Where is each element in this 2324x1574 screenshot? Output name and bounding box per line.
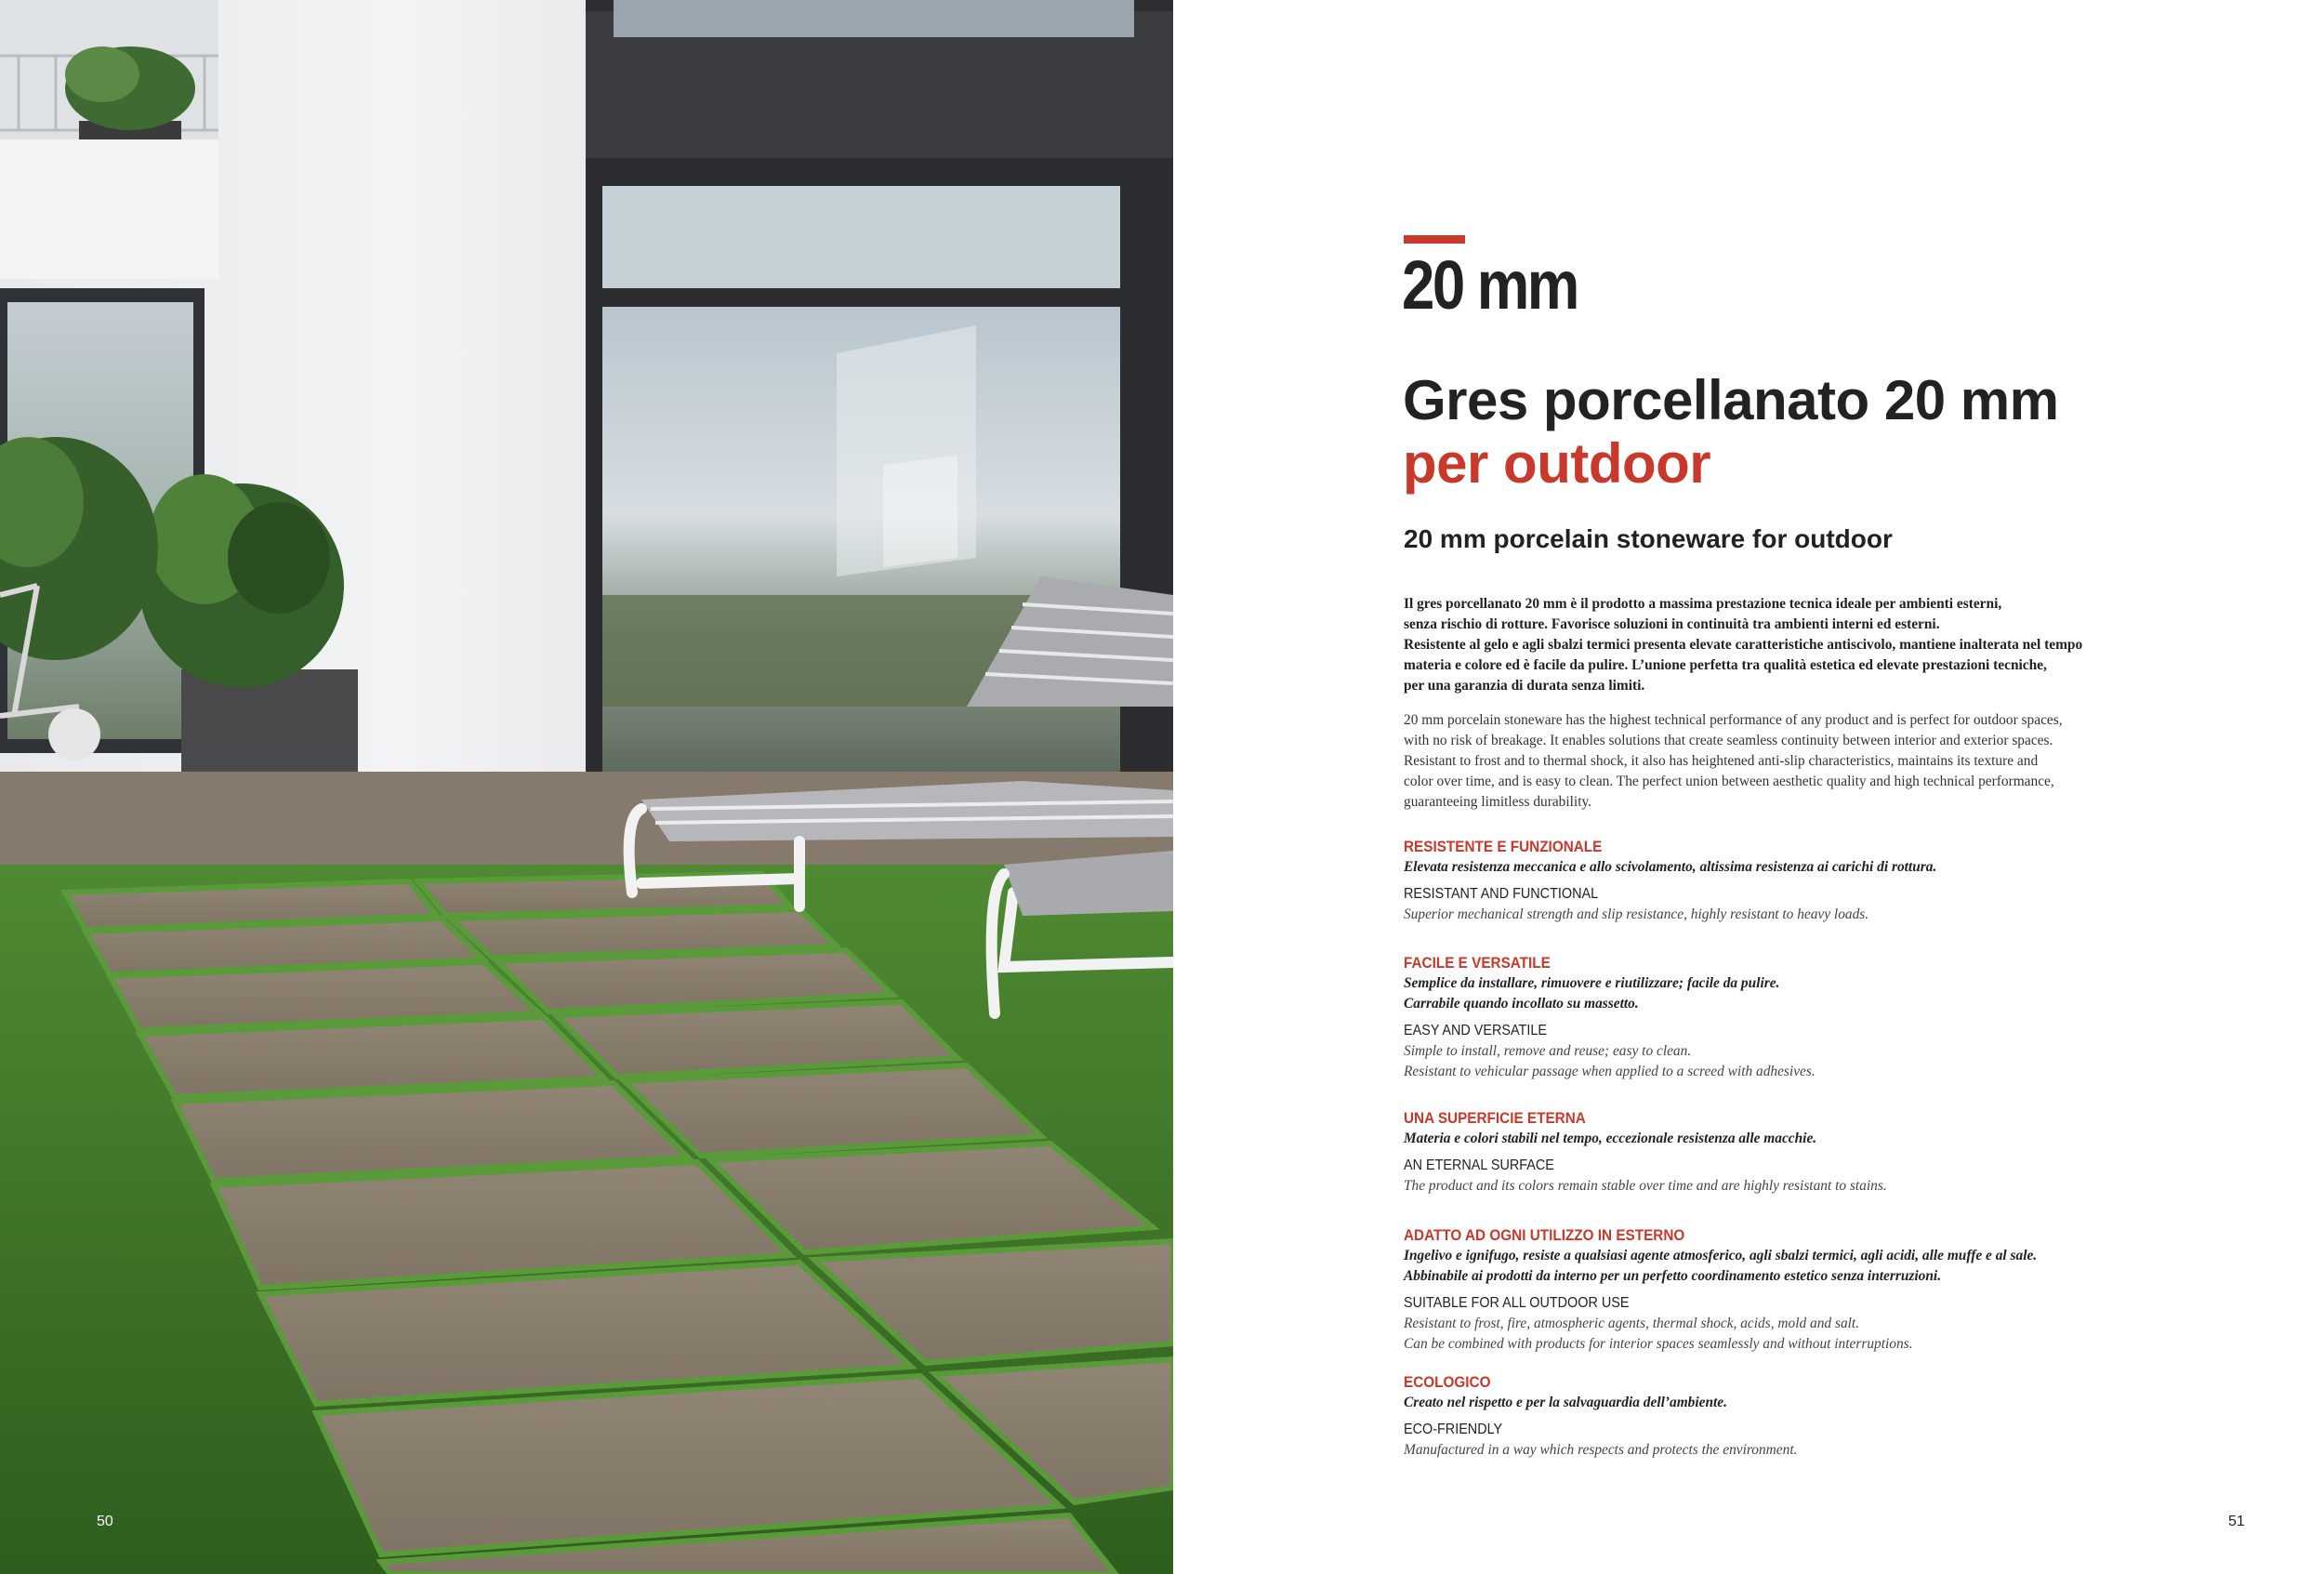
page-number-left: 50 — [97, 1514, 113, 1529]
feature-title-it: RESISTENTE E FUNZIONALE — [1404, 838, 1603, 855]
intro-en-line: Resistant to frost and to thermal shock, it also has heightened anti-slip characteristics, maintains its texture and — [1404, 753, 2039, 769]
feature-desc-en-line: Manufactured in a way which respects and protects the environment. — [1404, 1442, 1798, 1458]
feature-desc-en-line: Resistant to frost, fire, atmospheric agents, thermal shock, acids, mold and salt. — [1404, 1316, 1860, 1331]
feature-title-en: ECO-FRIENDLY — [1404, 1422, 1503, 1437]
feature-title-it: UNA SUPERFICIE ETERNA — [1404, 1109, 1586, 1127]
page-title: Gres porcellanato 20 mm — [1403, 369, 2059, 431]
feature-title-en: SUITABLE FOR ALL OUTDOOR USE — [1404, 1295, 1630, 1311]
intro-en-line: color over time, and is easy to clean. The perfect union between aesthetic quality and high technical performance, — [1404, 774, 2054, 789]
feature-resistant — [1404, 837, 2240, 925]
intro-it-line: per una garanzia di durata senza limiti. — [1404, 678, 1645, 694]
feature-desc-it-line: Semplice da installare, rimuovere e riutilizzare; facile da pulire. — [1404, 975, 1780, 991]
feature-title-it: ECOLOGICO — [1404, 1373, 1491, 1391]
page-title-accent: per outdoor — [1403, 432, 1711, 495]
feature-desc-en-line: Simple to install, remove and reuse; easy to clean. — [1404, 1043, 1692, 1059]
feature-desc-en-line: Superior mechanical strength and slip resistance, highly resistant to heavy loads. — [1404, 906, 1869, 922]
feature-desc-en — [1404, 1041, 2240, 1082]
intro-it-line: senza rischio di rotture. Favorisce soluzioni in continuità tra ambienti interni ed esterni. — [1404, 616, 1940, 632]
text-page — [1173, 0, 2324, 1574]
intro-en-line: guaranteeing limitless durability. — [1404, 794, 1592, 810]
feature-desc-en — [1404, 1176, 2240, 1197]
intro-italian — [1404, 594, 2222, 696]
feature-desc-en-line: Resistant to vehicular passage when applied to a screed with adhesives. — [1404, 1064, 1816, 1079]
feature-desc-it — [1404, 1393, 2240, 1413]
feature-desc-it-line: Materia e colori stabili nel tempo, eccezionale resistenza alle macchie. — [1404, 1131, 1817, 1146]
feature-title-it: FACILE E VERSATILE — [1404, 954, 1551, 972]
accent-bar — [1404, 235, 1465, 244]
feature-eternal — [1404, 1108, 2240, 1197]
feature-desc-en — [1404, 905, 2240, 925]
feature-desc-en — [1404, 1314, 2240, 1355]
feature-desc-en-line: The product and its colors remain stable over time and are highly resistant to stains. — [1404, 1178, 1887, 1194]
intro-it-line: Il gres porcellanato 20 mm è il prodotto a massima prestazione tecnica ideale per ambienti esterni, — [1404, 596, 2002, 612]
feature-desc-it-line: Creato nel rispetto e per la salvaguardia dell’ambiente. — [1404, 1395, 1727, 1410]
feature-desc-it-line: Carrabile quando incollato su massetto. — [1404, 996, 1639, 1012]
feature-desc-it — [1404, 857, 2240, 878]
feature-desc-en-line: Can be combined with products for interior spaces seamlessly and without interruptions. — [1404, 1336, 1913, 1352]
feature-title-en: AN ETERNAL SURFACE — [1404, 1157, 1554, 1173]
intro-it-line: Resistente al gelo e agli sbalzi termici presenta elevate caratteristiche antiscivolo, mantiene inalterata nel tempo — [1404, 637, 2083, 653]
feature-title-en: EASY AND VERSATILE — [1404, 1023, 1547, 1038]
feature-ecological — [1404, 1372, 2240, 1461]
feature-desc-it-line: Elevata resistenza meccanica e allo scivolamento, altissima resistenza ai carichi di rottura. — [1404, 859, 1937, 875]
feature-desc-it — [1404, 1246, 2240, 1287]
intro-en-line: 20 mm porcelain stoneware has the highest technical performance of any product and is perfect for outdoor spaces, — [1404, 712, 2063, 728]
feature-title-it: ADATTO AD OGNI UTILIZZO IN ESTERNO — [1404, 1226, 1685, 1244]
feature-desc-it — [1404, 973, 2240, 1014]
feature-desc-it-line: Abbinabile ai prodotti da interno per un perfetto coordinamento estetico senza interruzioni. — [1404, 1268, 1942, 1284]
intro-english — [1404, 710, 2222, 813]
thickness-heading: 20 mm — [1402, 246, 1578, 324]
feature-desc-en — [1404, 1440, 2240, 1461]
feature-desc-it — [1404, 1129, 2240, 1149]
feature-easy — [1404, 953, 2240, 1082]
feature-outdoor — [1404, 1225, 2240, 1355]
intro-it-line: materia e colore ed è facile da pulire. L’unione perfetta tra qualità estetica ed elevate prestazioni tecniche, — [1404, 657, 2047, 673]
page-subtitle: 20 mm porcelain stoneware for outdoor — [1404, 524, 1893, 553]
feature-desc-it-line: Ingelivo e ignifugo, resiste a qualsiasi agente atmosferico, agli sbalzi termici, agli acidi, alle muffe e al sale. — [1404, 1248, 2038, 1263]
feature-title-en: RESISTANT AND FUNCTIONAL — [1404, 886, 1599, 902]
intro-en-line: with no risk of breakage. It enables solutions that create seamless continuity between interior and exterior spaces. — [1404, 733, 2053, 748]
page-number-right: 51 — [2228, 1514, 2245, 1529]
